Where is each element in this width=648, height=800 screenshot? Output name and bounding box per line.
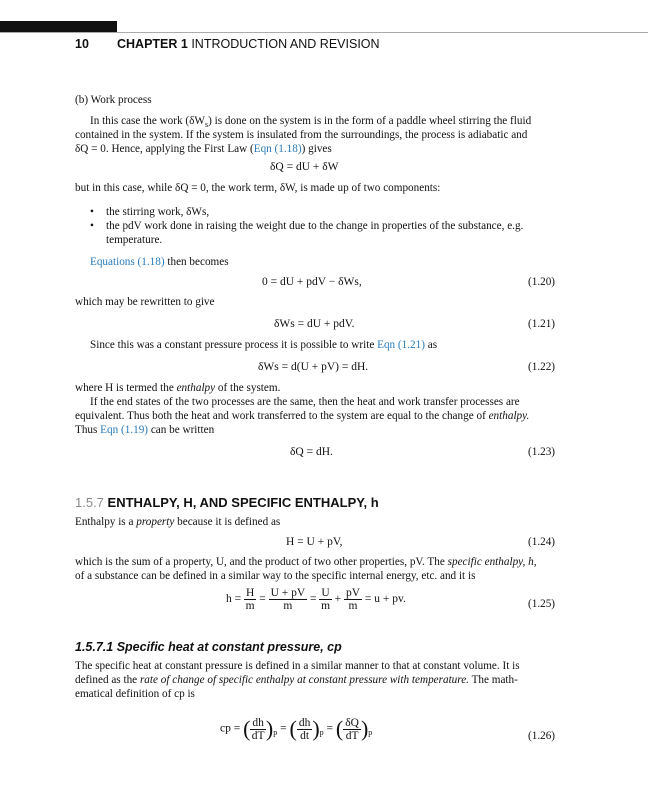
paragraph-line: contained in the system. If the system is insulated from the surroundings, the process is adiabatic and xyxy=(75,129,528,141)
equation: h = $\frac{H}{m}$ = $\frac{U + pV}{m}$ = $\frac{U}{m}$ + $\frac{pV}{m}$ = u + pv. xyxy=(226,587,406,612)
bullet-icon: • xyxy=(90,220,94,232)
section-title: ENTHALPY, H, AND SPECIFIC ENTHALPY, h xyxy=(107,495,379,510)
paragraph-line: The specific heat at constant pressure is defined in a similar manner to that at constant volume. It is xyxy=(75,660,520,672)
paragraph-line: but in this case, while δQ = 0, the work term, δW, is made up of two components: xyxy=(75,182,441,194)
eqn-link[interactable]: Eqn (1.19) xyxy=(100,424,149,436)
denominator: m xyxy=(321,600,331,612)
text: = xyxy=(326,722,334,735)
text: then becomes xyxy=(164,256,229,268)
term: enthalpy xyxy=(176,382,216,394)
eqn-link[interactable]: Eqn (1.21) xyxy=(377,339,425,351)
paragraph-line xyxy=(75,410,529,422)
equation: δQ = dU + δW xyxy=(270,161,339,173)
numerator: H xyxy=(246,587,255,599)
text: h = xyxy=(226,593,242,606)
subscript: p xyxy=(319,727,324,737)
equation: δWs = dU + pdV. xyxy=(274,318,355,330)
text: The math- xyxy=(468,674,518,686)
subsection-heading: 1.5.7.1 Specific heat at constant pressure, cp xyxy=(75,640,342,654)
equation-number: (1.25) xyxy=(528,598,556,610)
subscript: p xyxy=(273,727,278,737)
text: Thus xyxy=(75,424,101,436)
section-number: 1.5.7 xyxy=(75,495,104,510)
equation-number: (1.21) xyxy=(528,318,556,330)
paragraph-line xyxy=(75,424,214,436)
equation-number: (1.26) xyxy=(528,730,556,742)
text: Since this was a constant pressure process it is possible to write xyxy=(90,339,378,351)
equation: H = U + pV, xyxy=(286,536,343,548)
text: Enthalpy is a xyxy=(75,516,137,528)
equation-number: (1.23) xyxy=(528,446,556,458)
paragraph-line xyxy=(75,382,280,394)
bullet-item: temperature. xyxy=(106,234,163,246)
section-heading xyxy=(75,495,379,510)
text: as xyxy=(424,339,438,351)
subscript: p xyxy=(368,727,373,737)
numerator: dh xyxy=(252,716,264,729)
equation: δWs = d(U + pV) = dH. xyxy=(258,361,369,373)
paragraph-line xyxy=(75,516,280,528)
term: enthalpy. xyxy=(488,410,530,422)
paragraph-line: which may be rewritten to give xyxy=(75,296,215,308)
denominator: dt xyxy=(300,729,310,742)
text: which is the sum of a property, U, and the product of two other properties, pV. The xyxy=(75,556,448,568)
text: equivalent. Thus both the heat and work transferred to the system are equal to the change of xyxy=(75,410,489,422)
paragraph-line: If the end states of the two processes are the same, then the heat and work transfer processes are xyxy=(90,396,520,408)
chapter-title: INTRODUCTION AND REVISION xyxy=(191,37,380,51)
paragraph-line xyxy=(75,143,332,155)
text: cp = xyxy=(220,722,241,735)
text: defined as the xyxy=(75,674,140,686)
equation: cp = ( $\frac{dh}{dT}$ )$_p$ = ( $\frac{dh}{dt}$ )$_p$ = ( $\frac{\delta Q}{dT}$ )$_p$ xyxy=(220,716,373,742)
fraction xyxy=(244,587,256,612)
equation: 0 = dU + pdV − δWs, xyxy=(262,276,362,288)
denominator: dT xyxy=(251,729,265,742)
term: property xyxy=(136,516,175,528)
text: = xyxy=(280,722,287,735)
fraction xyxy=(297,717,313,742)
paragraph-line: ematical definition of cp is xyxy=(75,688,195,700)
fraction xyxy=(319,587,331,612)
text: can be written xyxy=(148,424,215,436)
denominator: m xyxy=(245,600,255,612)
equation-number: (1.22) xyxy=(528,361,556,373)
page-number: 10 xyxy=(75,37,89,51)
paragraph-line xyxy=(90,115,531,129)
paragraph-line: of a substance can be defined in a similar way to the specific internal energy, etc. and it is xyxy=(75,570,476,582)
text: δQ = 0. Hence, applying the First Law ( xyxy=(75,143,254,155)
chapter-label: CHAPTER 1 xyxy=(117,37,188,51)
eqn-link[interactable]: Equations (1.18) xyxy=(90,256,165,268)
text: In this case the work (δW xyxy=(90,115,205,127)
paragraph-line xyxy=(75,556,537,568)
term: rate of change of specific enthalpy at constant pressure with temperature. xyxy=(139,674,469,686)
numerator: pV xyxy=(345,587,361,599)
denominator: m xyxy=(283,600,293,612)
subsection-title: (b) Work process xyxy=(75,94,152,106)
denominator: m xyxy=(348,600,358,612)
paragraph-line xyxy=(90,339,437,351)
text: = u + pv. xyxy=(364,593,406,606)
bullet-icon: • xyxy=(90,206,94,218)
bullet-item: the pdV work done in raising the weight due to the change in properties of the substance, e.g. xyxy=(106,220,524,232)
paragraph-line xyxy=(90,256,229,268)
eqn-link[interactable]: Eqn (1.18) xyxy=(253,143,302,155)
fraction xyxy=(344,587,362,612)
fraction xyxy=(343,717,361,742)
numerator: U + pV xyxy=(270,587,306,599)
header-bar xyxy=(0,21,117,32)
header-rule xyxy=(0,32,648,33)
running-header xyxy=(117,37,380,51)
text: because it is defined as xyxy=(174,516,281,528)
bullet-item: the stirring work, δWs, xyxy=(106,206,210,218)
equation-number: (1.24) xyxy=(528,536,556,548)
denominator: dT xyxy=(345,729,359,742)
numerator: U xyxy=(321,587,330,599)
numerator: δQ xyxy=(345,716,359,729)
fraction xyxy=(269,587,308,612)
text: ) gives xyxy=(301,143,332,155)
numerator: dh xyxy=(298,716,311,729)
text: ) is done on the system is in the form of a paddle wheel stirring the fluid xyxy=(208,115,532,127)
equation-number: (1.20) xyxy=(528,276,556,288)
paragraph-line xyxy=(75,674,518,686)
fraction xyxy=(250,717,266,742)
text: of the system. xyxy=(215,382,281,394)
text: s xyxy=(204,120,209,130)
term: specific enthalpy, h, xyxy=(447,556,537,568)
text: where H is termed the xyxy=(75,382,177,394)
equation: δQ = dH. xyxy=(290,446,333,458)
